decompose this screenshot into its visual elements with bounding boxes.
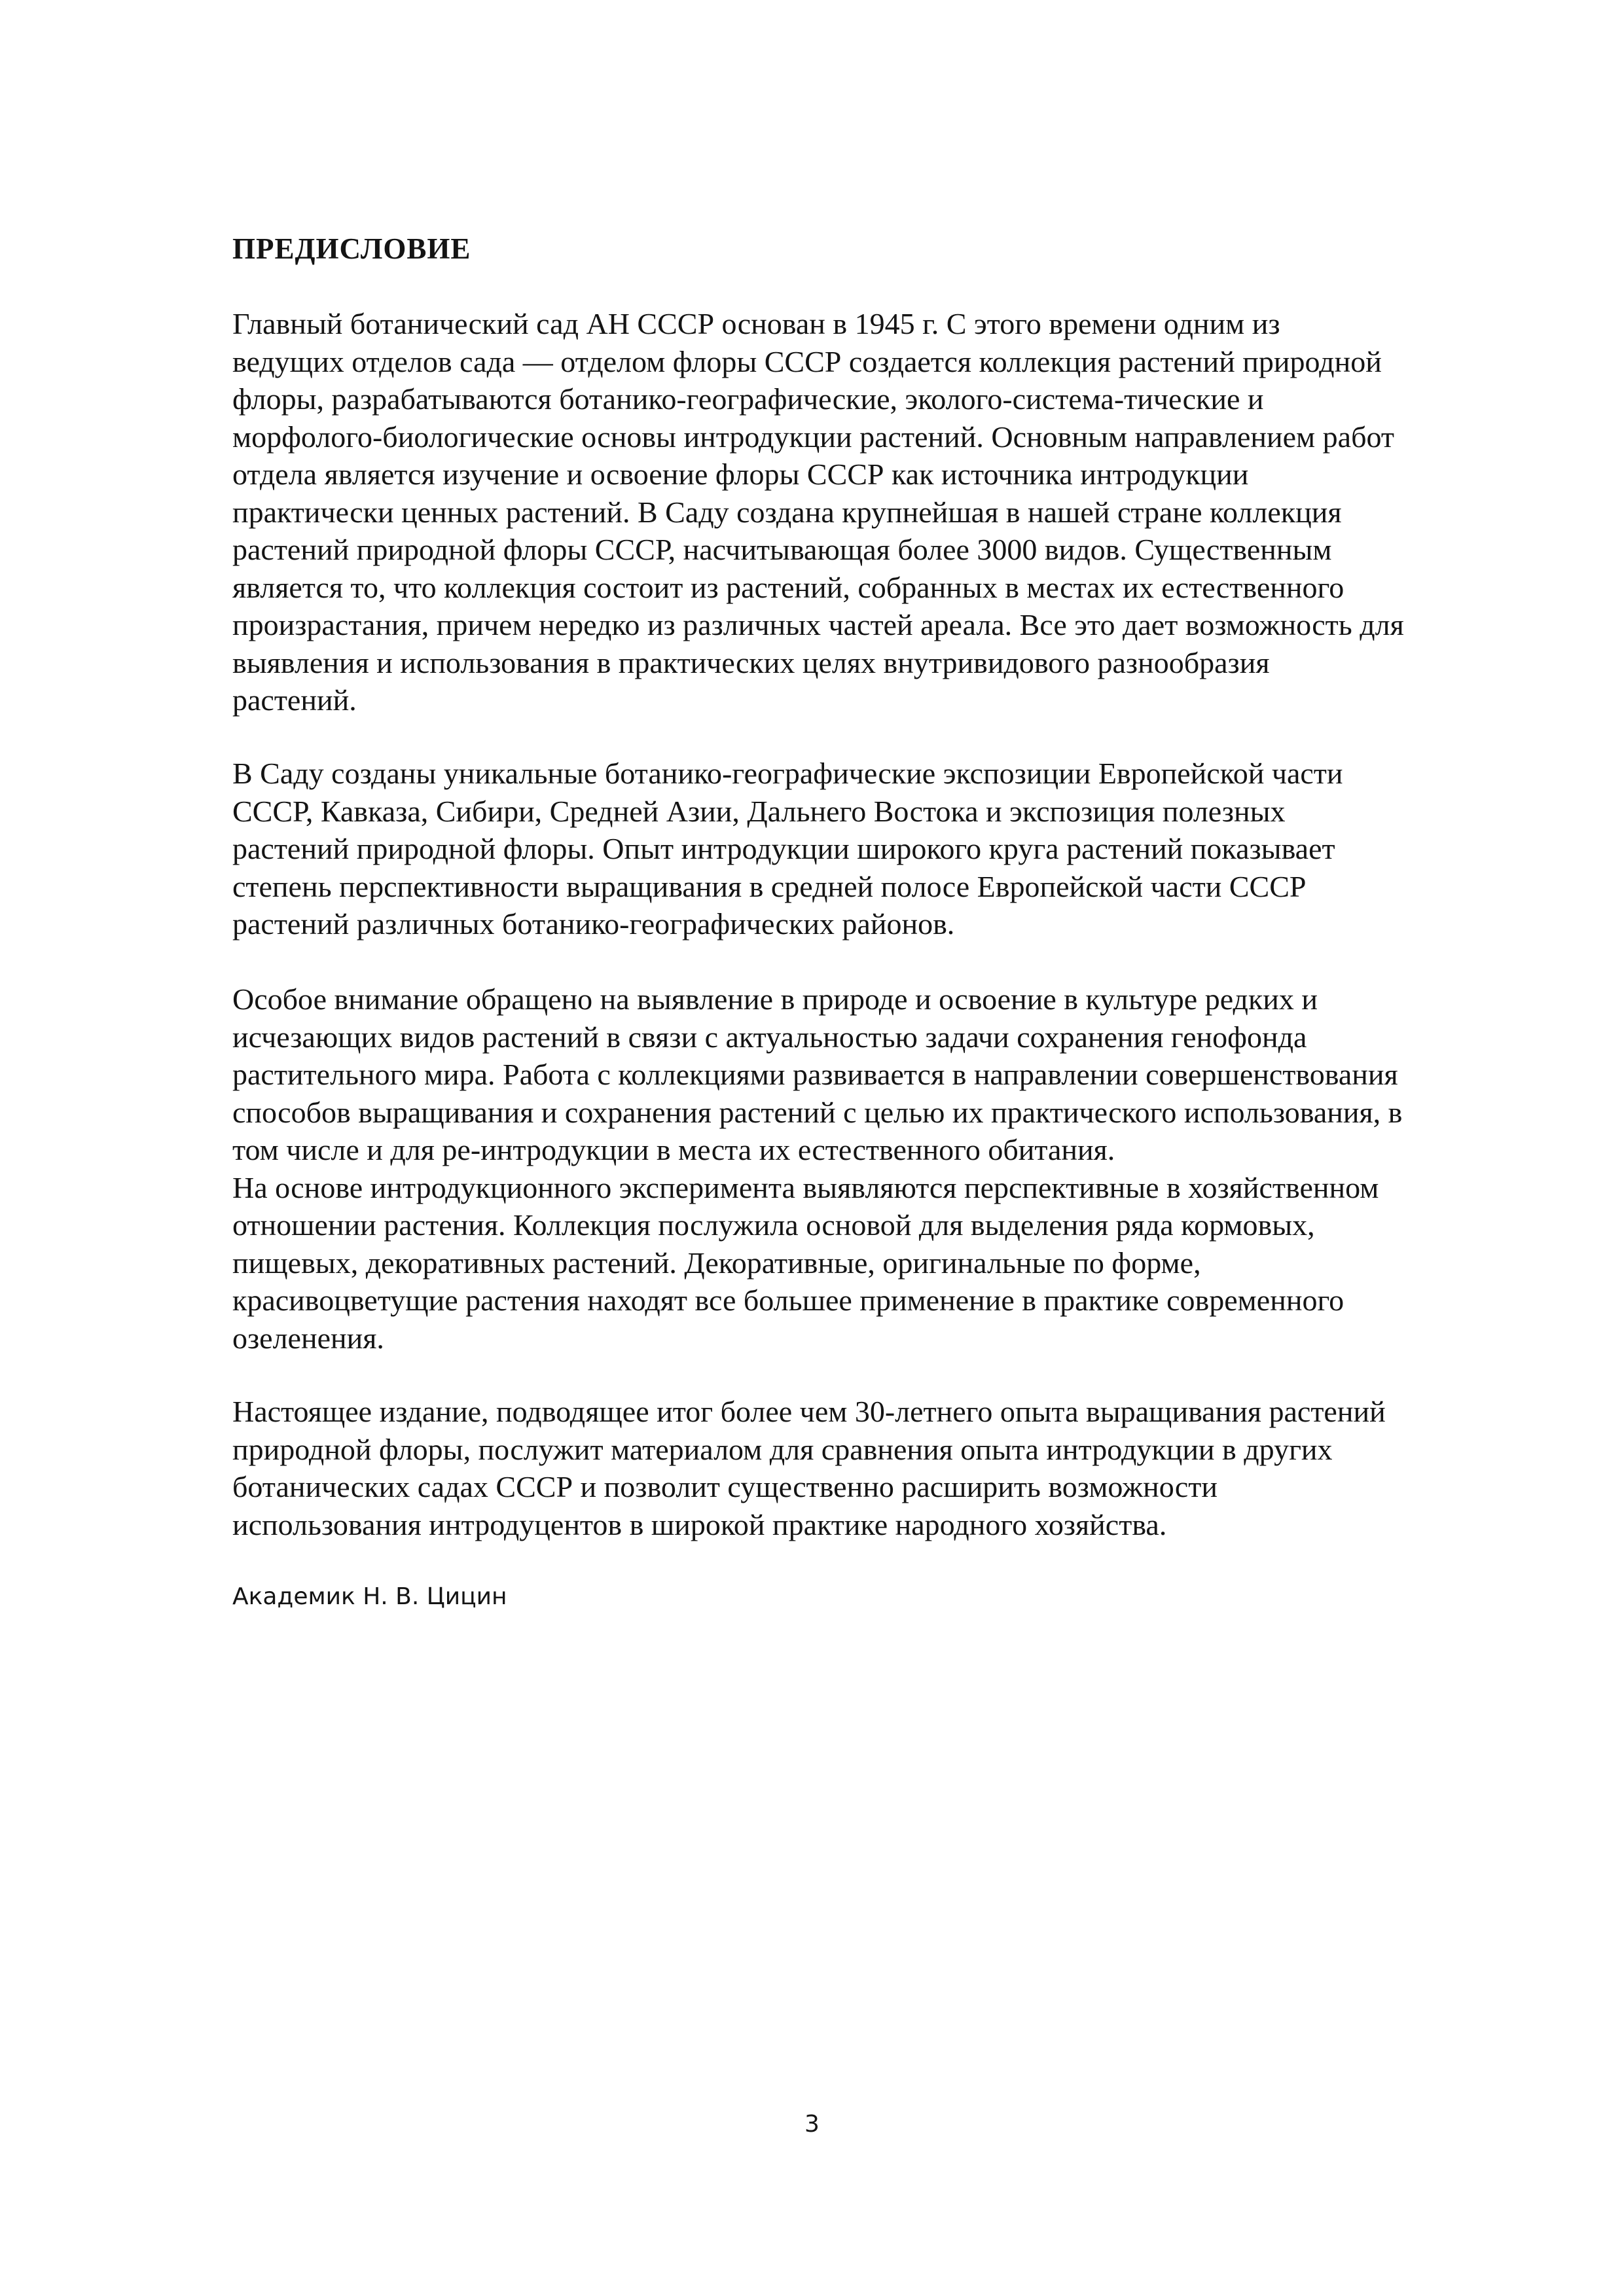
paragraph-1 bbox=[232, 305, 1528, 719]
paragraph-2 bbox=[232, 755, 1528, 943]
paragraph-line: растений. bbox=[232, 683, 357, 717]
paragraph-line: способов выращивания и сохранения растений с целью их практического использования, в bbox=[232, 1095, 1403, 1129]
paragraph-line: растений различных ботанико-географических районов. bbox=[232, 907, 955, 941]
paragraph-3 bbox=[232, 980, 1528, 1357]
paragraph-line: Особое внимание обращено на выявление в природе и освоение в культуре редких и bbox=[232, 982, 1318, 1016]
paragraph-line: Главный ботанический сад АН СССР основан в 1945 г. С этого времени одним из bbox=[232, 307, 1280, 340]
paragraph-line: морфолого-биологические основы интродукции растений. Основным направлением работ bbox=[232, 420, 1394, 454]
paragraph-line: произрастания, причем нередко из различных частей ареала. Все это дает возможность для bbox=[232, 608, 1404, 641]
paragraph-line: СССР, Кавказа, Сибири, Средней Азии, Дальнего Востока и экспозиция полезных bbox=[232, 794, 1286, 828]
paragraph-line: флоры, разрабатываются ботанико-географические, эколого-система-тические и bbox=[232, 382, 1264, 416]
paragraph-line: растений природной флоры СССР, насчитывающая более 3000 видов. Существенным bbox=[232, 533, 1332, 566]
paragraph-line: пищевых, декоративных растений. Декоративные, оригинальные по форме, bbox=[232, 1246, 1201, 1280]
paragraph-line: растительного мира. Работа с коллекциями развивается в направлении совершенствования bbox=[232, 1058, 1398, 1091]
page-title: ПРЕДИСЛОВИЕ bbox=[232, 232, 471, 265]
paragraph-line: озеленения. bbox=[232, 1321, 384, 1355]
paragraph-4 bbox=[232, 1393, 1528, 1543]
paragraph-line: природной флоры, послужит материалом для сравнения опыта интродукции в других bbox=[232, 1432, 1333, 1466]
author-signature: Академик Н. В. Цицин bbox=[232, 1583, 507, 1610]
paragraph-line: В Саду созданы уникальные ботанико-географические экспозиции Европейской части bbox=[232, 757, 1343, 790]
paragraph-line: отдела является изучение и освоение флоры СССР как источника интродукции bbox=[232, 457, 1249, 491]
paragraph-line: исчезающих видов растений в связи с актуальностью задачи сохранения генофонда bbox=[232, 1020, 1307, 1054]
paragraph-line: На основе интродукционного эксперимента выявляются перспективные в хозяйственном bbox=[232, 1170, 1379, 1204]
paragraph-line: том числе и для ре-интродукции в места их естественного обитания. bbox=[232, 1133, 1115, 1166]
paragraph-line: практически ценных растений. В Саду создана крупнейшая в нашей стране коллекция bbox=[232, 495, 1342, 529]
paragraph-line: растений природной флоры. Опыт интродукции широкого круга растений показывает bbox=[232, 832, 1335, 865]
paragraph-line: отношении растения. Коллекция послужила основой для выделения ряда кормовых, bbox=[232, 1208, 1315, 1242]
paragraph-line: ведущих отделов сада — отделом флоры СССР создается коллекция растений природной bbox=[232, 344, 1382, 378]
paragraph-line: является то, что коллекция состоит из растений, собранных в местах их естественного bbox=[232, 570, 1344, 604]
page-number: 3 bbox=[804, 2111, 820, 2138]
paragraph-line: степень перспективности выращивания в средней полосе Европейской части СССР bbox=[232, 869, 1307, 903]
paragraph-line: использования интродуцентов в широкой практике народного хозяйства. bbox=[232, 1507, 1167, 1541]
paragraph-line: выявления и использования в практических целях внутривидового разнообразия bbox=[232, 645, 1270, 679]
paragraph-line: красивоцветущие растения находят все большее применение в практике современного bbox=[232, 1283, 1344, 1317]
paragraph-line: ботанических садах СССР и позволит существенно расширить возможности bbox=[232, 1470, 1218, 1503]
paragraph-line: Настоящее издание, подводящее итог более чем 30-летнего опыта выращивания растений bbox=[232, 1395, 1386, 1428]
